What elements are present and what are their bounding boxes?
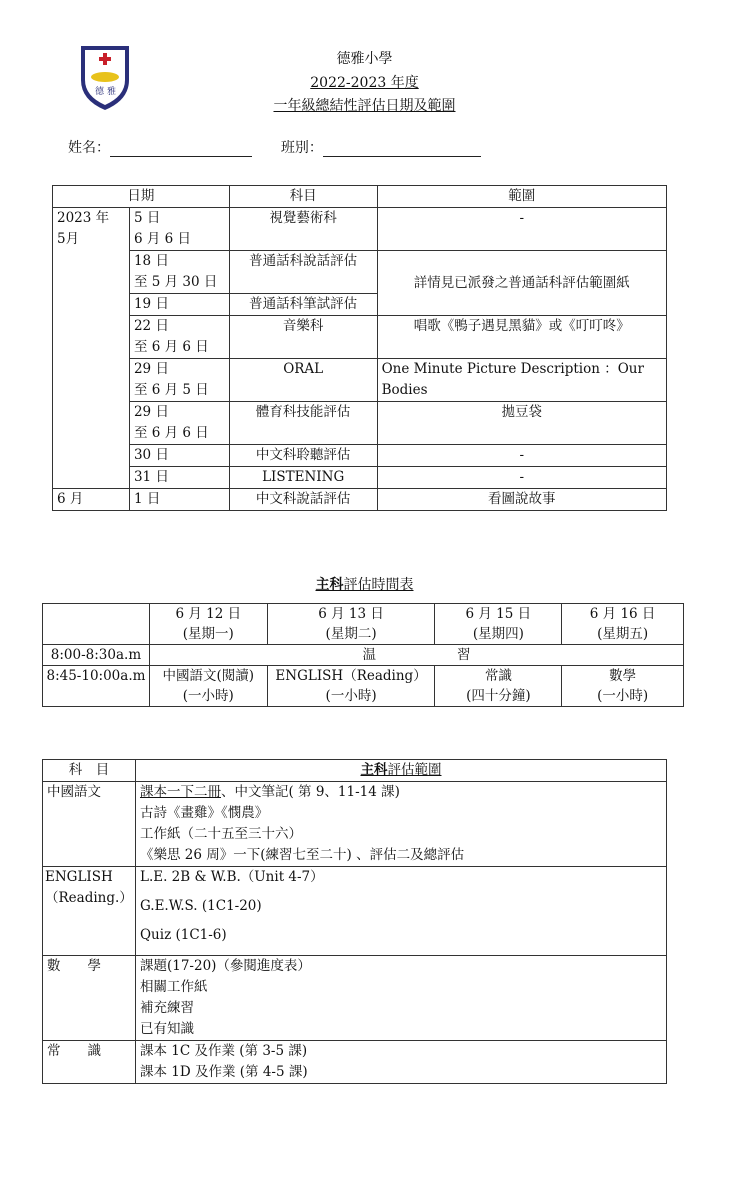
name-blank[interactable] [110,140,252,157]
header-scope: 範圍 [377,186,666,208]
table-row [53,489,667,511]
day-header: 6 月 15 日 (星期四) [435,604,562,645]
scope-chinese: 課本一下二冊、中文筆記( 第 9、11-14 課) 古詩《畫雞》《憫農》 工作紙（二十五至三十六） 《樂思 26 周》一下(練習七至二十) 、評估二及總評估 [135,782,666,867]
class-label: 班別： [280,140,323,156]
scope-row-gs [43,1041,667,1084]
date-cell: 29 日 至 6 月 5 日 [129,359,229,402]
main-subject-timetable [42,603,684,707]
main-subject-scope-table [42,759,667,1084]
scope-row-chinese [43,782,667,867]
subject-cell: 普通話科說話評估 [229,251,377,294]
scope-cell: 唱歌《鴨子遇見黑貓》或《叮叮咚》 [377,316,666,359]
scope-row-math [43,956,667,1041]
subject-cell: ORAL [229,359,377,402]
revision-cell: 温 習 [149,645,683,666]
day-header: 6 月 13 日 (星期二) [267,604,435,645]
name-label: 姓名： [68,140,110,156]
exam-cell: 數學 (一小時) [562,666,684,707]
month-may: 2023 年 5月 [57,210,110,247]
scope-cell: 看圖說故事 [377,489,666,511]
class-blank[interactable] [323,140,481,157]
subject-cell: 體育科技能評估 [229,402,377,445]
scope-header-subject: 科 目 [43,760,136,782]
subject-chinese: 中國語文 [43,782,136,867]
scope-cell: 拋豆袋 [377,402,666,445]
timetable-row [43,666,684,707]
date-cell: 5 日 6 月 6 日 [129,208,229,251]
exam-cell: ENGLISH（Reading） (一小時) [267,666,435,707]
date-cell: 31 日 [129,467,229,489]
table-row [53,445,667,467]
timetable-row [43,645,684,666]
scope-cell: One Minute Picture Description ：Our Bodies [377,359,666,402]
header-date: 日期 [53,186,230,208]
month-june: 6 月 [53,489,130,511]
date-cell: 22 日 至 6 月 6 日 [129,316,229,359]
svg-text:雅: 雅 [107,87,117,97]
scope-math: 課題(17-20)（參閱進度表） 相關工作紙 補充練習 已有知識 [135,956,666,1041]
table-header-row [53,186,667,208]
time-slot: 8:00-8:30a.m [43,645,150,666]
date-cell: 29 日 至 6 月 6 日 [129,402,229,445]
time-slot: 8:45-10:00a.m [43,666,150,707]
school-year: 2022-2023 年度 [310,75,419,91]
date-cell: 30 日 [129,445,229,467]
document-title: 一年級總結性評估日期及範圍 [273,98,456,114]
scope-cell: - [377,445,666,467]
school-name: 德雅小學 [336,51,393,67]
table-row [53,316,667,359]
timetable-title: 主科評估時間表 [315,577,414,593]
subject-math: 數 學 [43,956,136,1041]
subject-cell: 中文科聆聽評估 [229,445,377,467]
table-row [53,251,667,294]
scope-cell: - [377,467,666,489]
subject-cell: LISTENING [229,467,377,489]
header-subject: 科目 [229,186,377,208]
svg-text:德: 德 [95,87,105,97]
scope-english: L.E. 2B & W.B.（Unit 4-7） G.E.W.S. (1C1-20) Quiz (1C1-6) [135,867,666,956]
scope-general-studies: 課本 1C 及作業 (第 3-5 課) 課本 1D 及作業 (第 4-5 課) [135,1041,666,1084]
scope-header-row [43,760,667,782]
scope-cell: - [377,208,666,251]
name-class-row [68,137,481,157]
day-header: 6 月 12 日 (星期一) [149,604,267,645]
table-row [53,467,667,489]
date-cell: 1 日 [129,489,229,511]
scope-row-english [43,867,667,956]
exam-cell: 常識 (四十分鐘) [435,666,562,707]
date-cell: 18 日 至 5 月 30 日 [129,251,229,294]
day-header: 6 月 16 日 (星期五) [562,604,684,645]
subject-cell: 普通話科筆試評估 [229,294,377,316]
date-cell: 19 日 [129,294,229,316]
table-row [53,359,667,402]
table-row [53,208,667,251]
table-row [53,402,667,445]
subject-english: ENGLISH （Reading.） [43,867,136,956]
timetable-header-row [43,604,684,645]
scope-header-title: 主科評估範圍 [135,760,666,782]
subject-cell: 中文科說話評估 [229,489,377,511]
subject-cell: 視覺藝術科 [229,208,377,251]
scope-cell: 詳情見已派發之普通話科評估範圍紙 [377,251,666,316]
subject-general-studies: 常 識 [43,1041,136,1084]
exam-cell: 中國語文(閱讀) (一小時) [149,666,267,707]
subject-cell: 音樂科 [229,316,377,359]
assessment-schedule-table [52,185,667,511]
